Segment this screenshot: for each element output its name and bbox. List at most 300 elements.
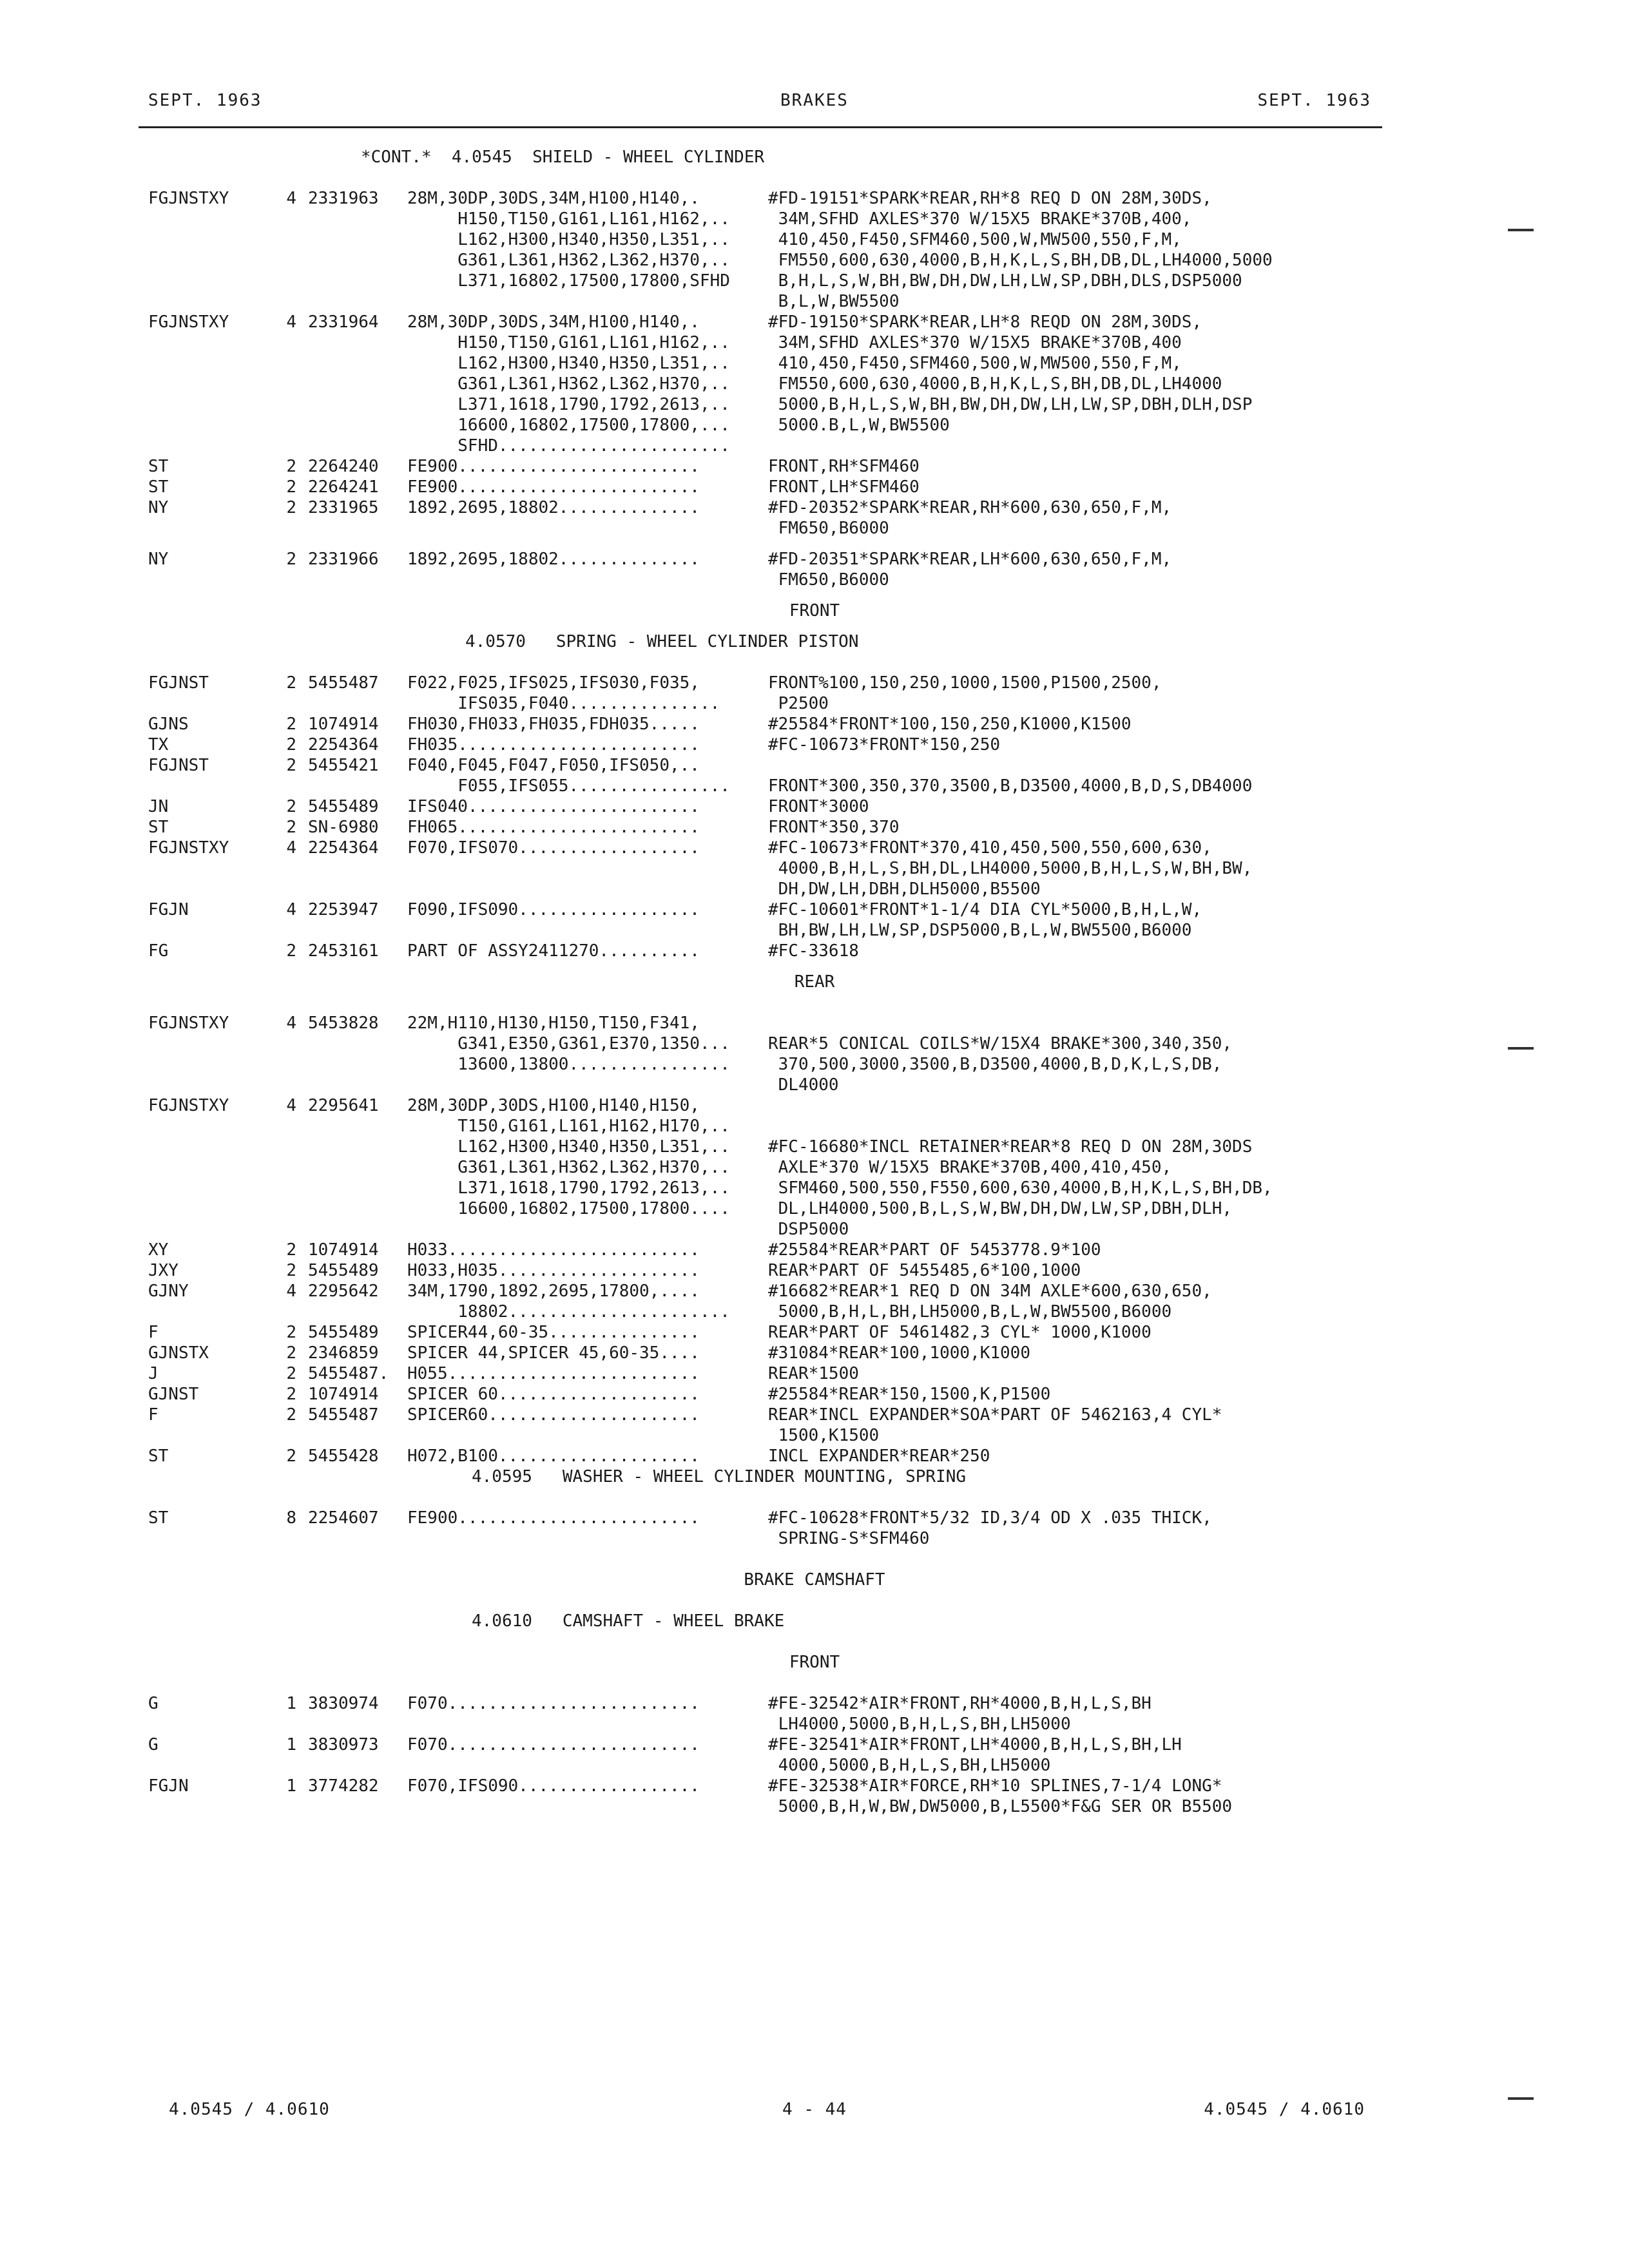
spacer <box>0 652 1629 673</box>
part-description: FRONT%100,150,250,1000,1500,P1500,2500, <box>768 673 1162 693</box>
series-code: FGJNSTXY <box>148 1014 229 1033</box>
model-applicability: 13600,13800................ <box>407 1055 730 1074</box>
subsection-heading-row <box>0 1652 1629 1673</box>
spacer <box>0 1590 1629 1611</box>
parts-listing <box>0 147 1629 1817</box>
series-code: J <box>148 1364 159 1383</box>
part-entry-continuation <box>0 1425 1629 1446</box>
part-description: P2500 <box>768 694 829 713</box>
subsection-heading-row <box>0 1570 1629 1590</box>
spacer <box>0 992 1629 1013</box>
section-heading-row <box>0 1466 1629 1487</box>
subsection-heading: BRAKE CAMSHAFT <box>744 1570 885 1590</box>
part-entry-continuation <box>0 1157 1629 1178</box>
part-description: B,H,L,S,W,BH,BW,DH,DW,LH,LW,SP,DBH,DLS,DSP5000 <box>768 271 1242 291</box>
quantity: 2 <box>286 1343 296 1363</box>
series-code: JXY <box>148 1261 178 1280</box>
part-number: 2254607 <box>308 1508 379 1528</box>
series-code: ST <box>148 477 169 497</box>
part-number: 5455487. <box>308 1364 389 1383</box>
series-code: NY <box>148 498 169 517</box>
model-applicability: F055,IFS055................ <box>407 776 730 796</box>
part-description: #25584*REAR*PART OF 5453778.9*100 <box>768 1240 1101 1260</box>
part-entry-continuation <box>0 1075 1629 1095</box>
margin-mark <box>1508 229 1534 231</box>
part-entry-continuation <box>0 436 1629 456</box>
footer-range-left: 4.0545 / 4.0610 <box>169 2100 330 2119</box>
model-applicability: H033......................... <box>407 1240 700 1260</box>
series-code: GJNST <box>148 1385 199 1404</box>
part-description: FM650,B6000 <box>768 519 889 538</box>
part-entry-continuation <box>0 920 1629 941</box>
model-applicability: H150,T150,G161,L161,H162,.. <box>407 209 730 229</box>
model-applicability: 18802...................... <box>407 1302 730 1321</box>
model-applicability: FH035........................ <box>407 735 700 754</box>
part-description: 34M,SFHD AXLES*370 W/15X5 BRAKE*370B,400, <box>768 209 1192 229</box>
part-entry <box>0 188 1629 209</box>
model-applicability: T150,G161,L161,H162,H170,.. <box>407 1117 730 1136</box>
part-description: REAR*5 CONICAL COILS*W/15X4 BRAKE*300,340,350, <box>768 1034 1233 1053</box>
part-entry <box>0 1322 1629 1343</box>
part-description: SFM460,500,550,F550,600,630,4000,B,H,K,L,S,BH,DB, <box>768 1178 1273 1198</box>
series-code: FGJNSTXY <box>148 312 229 332</box>
subsection-heading: FRONT <box>789 1653 840 1672</box>
part-entry-continuation <box>0 291 1629 312</box>
quantity: 2 <box>286 818 296 837</box>
subsection-heading: FRONT <box>789 601 840 620</box>
part-entry-continuation <box>0 693 1629 714</box>
part-description: #FE-32542*AIR*FRONT,RH*4000,B,H,L,S,BH <box>768 1694 1152 1713</box>
quantity: 4 <box>286 838 296 858</box>
part-number: 5455487 <box>308 673 379 693</box>
part-number: 5455487 <box>308 1405 379 1425</box>
section-heading: *CONT.* 4.0545 SHIELD - WHEEL CYLINDER <box>361 148 765 167</box>
part-entry-continuation <box>0 1755 1629 1776</box>
part-entry-continuation <box>0 229 1629 250</box>
part-entry-continuation <box>0 879 1629 899</box>
quantity: 4 <box>286 189 296 208</box>
series-code: NY <box>148 550 169 569</box>
model-applicability: F070......................... <box>407 1735 700 1754</box>
part-number: 5455489 <box>308 797 379 816</box>
series-code: ST <box>148 457 169 476</box>
model-applicability: FH030,FH033,FH035,FDH035..... <box>407 715 700 734</box>
series-code: GJNSTX <box>148 1343 209 1363</box>
series-code: TX <box>148 735 169 754</box>
header-rule <box>139 126 1382 128</box>
part-description: 5000,B,H,W,BW,DW5000,B,L5500*F&G SER OR B5500 <box>768 1797 1233 1816</box>
part-number: 5455489 <box>308 1261 379 1280</box>
part-entry <box>0 899 1629 920</box>
part-description: 5000,B,H,L,S,W,BH,BW,DH,DW,LH,LW,SP,DBH,DLH,DSP <box>768 395 1253 414</box>
series-code: FGJNSTXY <box>148 838 229 858</box>
quantity: 2 <box>286 756 296 775</box>
part-entry-continuation <box>0 250 1629 271</box>
quantity: 2 <box>286 477 296 497</box>
part-description: 410,450,F450,SFM460,500,W,MW500,550,F,M, <box>768 230 1182 249</box>
part-description: FM650,B6000 <box>768 570 889 590</box>
part-entry <box>0 477 1629 497</box>
part-description: #FD-19150*SPARK*REAR,LH*8 REQD ON 28M,30DS, <box>768 312 1202 332</box>
part-entry-continuation <box>0 415 1629 436</box>
part-description: FRONT*350,370 <box>768 818 900 837</box>
page-number: 4 - 44 <box>782 2100 847 2119</box>
part-entry-continuation <box>0 1219 1629 1240</box>
model-applicability: 22M,H110,H130,H150,T150,F341, <box>407 1014 700 1033</box>
model-applicability: 28M,30DP,30DS,34M,H100,H140,. <box>407 312 700 332</box>
part-number: 2264240 <box>308 457 379 476</box>
part-entry-continuation <box>0 209 1629 229</box>
model-applicability: IFS040....................... <box>407 797 700 816</box>
part-description: REAR*PART OF 5461482,3 CYL* 1000,K1000 <box>768 1323 1152 1342</box>
subsection-heading-row <box>0 601 1629 621</box>
series-code: F <box>148 1405 159 1425</box>
part-entry-continuation <box>0 518 1629 539</box>
part-number: 2346859 <box>308 1343 379 1363</box>
part-description: 4000,B,H,L,S,BH,DL,LH4000,5000,B,H,L,S,W,BH,BW, <box>768 859 1253 878</box>
part-entry <box>0 1095 1629 1116</box>
part-number: 3830974 <box>308 1694 379 1713</box>
quantity: 2 <box>286 673 296 693</box>
part-entry-continuation <box>0 858 1629 879</box>
series-code: FGJN <box>148 1776 189 1796</box>
part-number: 2453161 <box>308 941 379 961</box>
part-number: 2295642 <box>308 1282 379 1301</box>
part-entry-continuation <box>0 1796 1629 1817</box>
part-number: 2295641 <box>308 1096 379 1115</box>
quantity: 2 <box>286 1446 296 1466</box>
part-entry <box>0 1343 1629 1363</box>
part-entry <box>0 549 1629 570</box>
model-applicability: L162,H300,H340,H350,L351,.. <box>407 354 730 373</box>
part-description: #31084*REAR*100,1000,K1000 <box>768 1343 1030 1363</box>
part-entry <box>0 838 1629 858</box>
part-entry-continuation <box>0 570 1629 590</box>
part-number: 1074914 <box>308 1240 379 1260</box>
part-number: 1074914 <box>308 1385 379 1404</box>
section-heading-row <box>0 147 1629 168</box>
series-code: FGJNSTXY <box>148 1096 229 1115</box>
model-applicability: F070,IFS070.................. <box>407 838 700 858</box>
header-date-right: SEPT. 1963 <box>1257 91 1371 110</box>
model-applicability: FE900........................ <box>407 477 700 497</box>
part-entry-continuation <box>0 394 1629 415</box>
model-applicability: 34M,1790,1892,2695,17800,.... <box>407 1282 700 1301</box>
model-applicability: PART OF ASSY2411270.......... <box>407 941 700 961</box>
part-entry-continuation <box>0 353 1629 374</box>
part-entry <box>0 1776 1629 1796</box>
quantity: 2 <box>286 797 296 816</box>
part-description: #16682*REAR*1 REQ D ON 34M AXLE*600,630,650, <box>768 1282 1212 1301</box>
quantity: 4 <box>286 1282 296 1301</box>
spacer <box>0 168 1629 188</box>
part-number: 2254364 <box>308 735 379 754</box>
part-entry <box>0 1013 1629 1033</box>
model-applicability: FE900........................ <box>407 1508 700 1528</box>
model-applicability: SPICER 44,SPICER 45,60-35.... <box>407 1343 700 1363</box>
model-applicability: IFS035,F040............... <box>407 694 720 713</box>
quantity: 4 <box>286 312 296 332</box>
part-entry <box>0 1260 1629 1281</box>
part-description: #25584*FRONT*100,150,250,K1000,K1500 <box>768 715 1132 734</box>
part-entry <box>0 714 1629 735</box>
series-code: ST <box>148 1446 169 1466</box>
part-description: REAR*1500 <box>768 1364 859 1383</box>
part-number: 2264241 <box>308 477 379 497</box>
part-entry <box>0 1240 1629 1260</box>
model-applicability: L371,16802,17500,17800,SFHD <box>407 271 730 291</box>
part-description: #FC-10628*FRONT*5/32 ID,3/4 OD X .035 THICK, <box>768 1508 1212 1528</box>
part-number: 2331966 <box>308 550 379 569</box>
part-description: FRONT,RH*SFM460 <box>768 457 920 476</box>
part-description: #FD-20351*SPARK*REAR,LH*600,630,650,F,M, <box>768 550 1172 569</box>
spacer <box>0 539 1629 549</box>
model-applicability: 1892,2695,18802.............. <box>407 498 700 517</box>
part-number: 2254364 <box>308 838 379 858</box>
part-number: 2331964 <box>308 312 379 332</box>
model-applicability: FH065........................ <box>407 818 700 837</box>
part-entry-continuation <box>0 1714 1629 1735</box>
part-description: B,L,W,BW5500 <box>768 292 900 311</box>
series-code: FGJN <box>148 900 189 919</box>
model-applicability: H055......................... <box>407 1364 700 1383</box>
part-entry-continuation <box>0 776 1629 796</box>
part-description: FM550,600,630,4000,B,H,K,L,S,BH,DB,DL,LH4000,5000 <box>768 251 1273 270</box>
model-applicability: L371,1618,1790,1792,2613,.. <box>407 1178 730 1198</box>
part-description: #FE-32538*AIR*FORCE,RH*10 SPLINES,7-1/4 LONG* <box>768 1776 1222 1796</box>
part-number: SN-6980 <box>308 818 379 837</box>
model-applicability: H150,T150,G161,L161,H162,.. <box>407 333 730 352</box>
model-applicability: 28M,30DP,30DS,34M,H100,H140,. <box>407 189 700 208</box>
quantity: 1 <box>286 1735 296 1754</box>
spacer <box>0 1631 1629 1652</box>
quantity: 2 <box>286 1405 296 1425</box>
part-entry-continuation <box>0 1178 1629 1198</box>
quantity: 2 <box>286 457 296 476</box>
model-applicability: F070......................... <box>407 1694 700 1713</box>
quantity: 4 <box>286 1096 296 1115</box>
quantity: 2 <box>286 498 296 517</box>
part-entry <box>0 1508 1629 1528</box>
part-description: 4000,5000,B,H,L,S,BH,LH5000 <box>768 1756 1051 1775</box>
header-title: BRAKES <box>780 91 849 110</box>
model-applicability: SPICER 60.................... <box>407 1385 700 1404</box>
part-number: 3774282 <box>308 1776 379 1796</box>
section-heading: 4.0610 CAMSHAFT - WHEEL BRAKE <box>472 1611 785 1631</box>
part-description: DL4000 <box>768 1075 839 1095</box>
section-heading: 4.0570 SPRING - WHEEL CYLINDER PISTON <box>465 632 859 651</box>
series-code: FGJNSTXY <box>148 189 229 208</box>
quantity: 2 <box>286 1385 296 1404</box>
series-code: FGJNST <box>148 756 209 775</box>
part-description: #FD-19151*SPARK*REAR,RH*8 REQ D ON 28M,30DS, <box>768 189 1212 208</box>
margin-mark <box>1508 2097 1534 2100</box>
model-applicability: G361,L361,H362,L362,H370,.. <box>407 374 730 394</box>
part-number: 2331965 <box>308 498 379 517</box>
part-entry-continuation <box>0 1137 1629 1157</box>
part-description: 5000,B,H,L,BH,LH5000,B,L,W,BW5500,B6000 <box>768 1302 1172 1321</box>
part-description: FRONT*300,350,370,3500,B,D3500,4000,B,D,S,DB4000 <box>768 776 1253 796</box>
part-number: 5455428 <box>308 1446 379 1466</box>
part-entry <box>0 735 1629 755</box>
quantity: 2 <box>286 1364 296 1383</box>
part-description: #FC-16680*INCL RETAINER*REAR*8 REQ D ON 28M,30DS <box>768 1137 1253 1157</box>
model-applicability: L162,H300,H340,H350,L351,.. <box>407 230 730 249</box>
part-description: #FC-10673*FRONT*370,410,450,500,550,600,630, <box>768 838 1212 858</box>
part-entry <box>0 796 1629 817</box>
part-description: 5000.B,L,W,BW5500 <box>768 416 950 435</box>
quantity: 4 <box>286 900 296 919</box>
part-number: 5455421 <box>308 756 379 775</box>
series-code: G <box>148 1694 159 1713</box>
part-entry <box>0 312 1629 332</box>
part-entry <box>0 1693 1629 1714</box>
model-applicability: F090,IFS090.................. <box>407 900 700 919</box>
part-description: AXLE*370 W/15X5 BRAKE*370B,400,410,450, <box>768 1158 1172 1177</box>
part-entry-continuation <box>0 1116 1629 1137</box>
margin-mark <box>1508 1047 1534 1050</box>
series-code: XY <box>148 1240 169 1260</box>
part-number: 2331963 <box>308 189 379 208</box>
model-applicability: L162,H300,H340,H350,L351,.. <box>407 1137 730 1157</box>
quantity: 2 <box>286 1323 296 1342</box>
model-applicability: F022,F025,IFS025,IFS030,F035, <box>407 673 700 693</box>
section-heading: 4.0595 WASHER - WHEEL CYLINDER MOUNTING, SPRING <box>472 1467 967 1486</box>
series-code: JN <box>148 797 169 816</box>
part-description: 370,500,3000,3500,B,D3500,4000,B,D,K,L,S,DB, <box>768 1055 1222 1074</box>
spacer <box>0 1549 1629 1570</box>
quantity: 2 <box>286 735 296 754</box>
spacer <box>0 621 1629 631</box>
subsection-heading-row <box>0 972 1629 992</box>
part-entry <box>0 1446 1629 1466</box>
model-applicability: 16600,16802,17500,17800.... <box>407 1199 730 1218</box>
part-entry <box>0 1384 1629 1405</box>
part-entry-continuation <box>0 374 1629 394</box>
series-code: FG <box>148 941 169 961</box>
part-entry <box>0 1735 1629 1755</box>
spacer <box>0 590 1629 601</box>
part-entry <box>0 673 1629 693</box>
series-code: FGJNST <box>148 673 209 693</box>
part-entry <box>0 497 1629 518</box>
subsection-heading: REAR <box>794 972 835 992</box>
part-description: SPRING-S*SFM460 <box>768 1529 930 1548</box>
section-heading-row <box>0 631 1629 652</box>
spacer <box>0 1673 1629 1693</box>
model-applicability: SPICER44,60-35............... <box>407 1323 700 1342</box>
spacer <box>0 961 1629 972</box>
series-code: GJNY <box>148 1282 189 1301</box>
model-applicability: 16600,16802,17500,17800,... <box>407 416 730 435</box>
quantity: 2 <box>286 1261 296 1280</box>
series-code: G <box>148 1735 159 1754</box>
part-entry <box>0 456 1629 477</box>
model-applicability: H072,B100.................... <box>407 1446 700 1466</box>
part-entry <box>0 1405 1629 1425</box>
part-entry-continuation <box>0 1033 1629 1054</box>
part-entry <box>0 1281 1629 1302</box>
model-applicability: L371,1618,1790,1792,2613,.. <box>407 395 730 414</box>
part-entry <box>0 755 1629 776</box>
part-description: FM550,600,630,4000,B,H,K,L,S,BH,DB,DL,LH4000 <box>768 374 1222 394</box>
quantity: 1 <box>286 1694 296 1713</box>
series-code: GJNS <box>148 715 189 734</box>
part-description: 34M,SFHD AXLES*370 W/15X5 BRAKE*370B,400 <box>768 333 1182 352</box>
part-description: REAR*INCL EXPANDER*SOA*PART OF 5462163,4 CYL* <box>768 1405 1222 1425</box>
model-applicability: SFHD....................... <box>407 436 730 456</box>
model-applicability: F040,F045,F047,F050,IFS050,.. <box>407 756 700 775</box>
series-code: ST <box>148 1508 169 1528</box>
part-description: REAR*PART OF 5455485,6*100,1000 <box>768 1261 1081 1280</box>
part-description: INCL EXPANDER*REAR*250 <box>768 1446 990 1466</box>
quantity: 8 <box>286 1508 296 1528</box>
part-description: DSP5000 <box>768 1220 849 1239</box>
part-description: LH4000,5000,B,H,L,S,BH,LH5000 <box>768 1715 1071 1734</box>
part-entry <box>0 941 1629 961</box>
part-entry-continuation <box>0 1528 1629 1549</box>
spacer <box>0 1487 1629 1508</box>
model-applicability: F070,IFS090.................. <box>407 1776 700 1796</box>
part-description: #25584*REAR*150,1500,K,P1500 <box>768 1385 1051 1404</box>
part-number: 5455489 <box>308 1323 379 1342</box>
part-description: #FC-10673*FRONT*150,250 <box>768 735 1001 754</box>
model-applicability: 28M,30DP,30DS,H100,H140,H150, <box>407 1096 700 1115</box>
quantity: 1 <box>286 1776 296 1796</box>
model-applicability: G361,L361,H362,L362,H370,.. <box>407 251 730 270</box>
part-entry-continuation <box>0 1054 1629 1075</box>
part-description: 410,450,F450,SFM460,500,W,MW500,550,F,M, <box>768 354 1182 373</box>
series-code: F <box>148 1323 159 1342</box>
part-description: FRONT*3000 <box>768 797 869 816</box>
model-applicability: G341,E350,G361,E370,1350... <box>407 1034 730 1053</box>
part-description: DL,LH4000,500,B,L,S,W,BW,DH,DW,LW,SP,DBH,DLH, <box>768 1199 1233 1218</box>
part-entry <box>0 1363 1629 1384</box>
part-entry-continuation <box>0 271 1629 291</box>
quantity: 2 <box>286 1240 296 1260</box>
part-number: 5453828 <box>308 1014 379 1033</box>
part-entry-continuation <box>0 1302 1629 1322</box>
series-code: ST <box>148 818 169 837</box>
model-applicability: H033,H035.................... <box>407 1261 700 1280</box>
quantity: 2 <box>286 941 296 961</box>
part-description: #FC-10601*FRONT*1-1/4 DIA CYL*5000,B,H,L,W, <box>768 900 1202 919</box>
part-description: #FE-32541*AIR*FRONT,LH*4000,B,H,L,S,BH,LH <box>768 1735 1182 1754</box>
part-number: 1074914 <box>308 715 379 734</box>
quantity: 2 <box>286 715 296 734</box>
part-entry-continuation <box>0 332 1629 353</box>
model-applicability: 1892,2695,18802.............. <box>407 550 700 569</box>
part-description: 1500,K1500 <box>768 1426 880 1445</box>
model-applicability: FE900........................ <box>407 457 700 476</box>
footer-range-right: 4.0545 / 4.0610 <box>1204 2100 1365 2119</box>
quantity: 2 <box>286 550 296 569</box>
part-description: #FD-20352*SPARK*REAR,RH*600,630,650,F,M, <box>768 498 1172 517</box>
part-number: 2253947 <box>308 900 379 919</box>
model-applicability: G361,L361,H362,L362,H370,.. <box>407 1158 730 1177</box>
quantity: 4 <box>286 1014 296 1033</box>
section-heading-row <box>0 1611 1629 1631</box>
part-entry-continuation <box>0 1198 1629 1219</box>
part-entry <box>0 817 1629 838</box>
part-description: BH,BW,LH,LW,SP,DSP5000,B,L,W,BW5500,B6000 <box>768 921 1192 940</box>
part-description: #FC-33618 <box>768 941 859 961</box>
header-date-left: SEPT. 1963 <box>148 91 262 110</box>
model-applicability: SPICER60..................... <box>407 1405 700 1425</box>
part-number: 3830973 <box>308 1735 379 1754</box>
part-description: FRONT,LH*SFM460 <box>768 477 920 497</box>
part-description: DH,DW,LH,DBH,DLH5000,B5500 <box>768 879 1041 899</box>
